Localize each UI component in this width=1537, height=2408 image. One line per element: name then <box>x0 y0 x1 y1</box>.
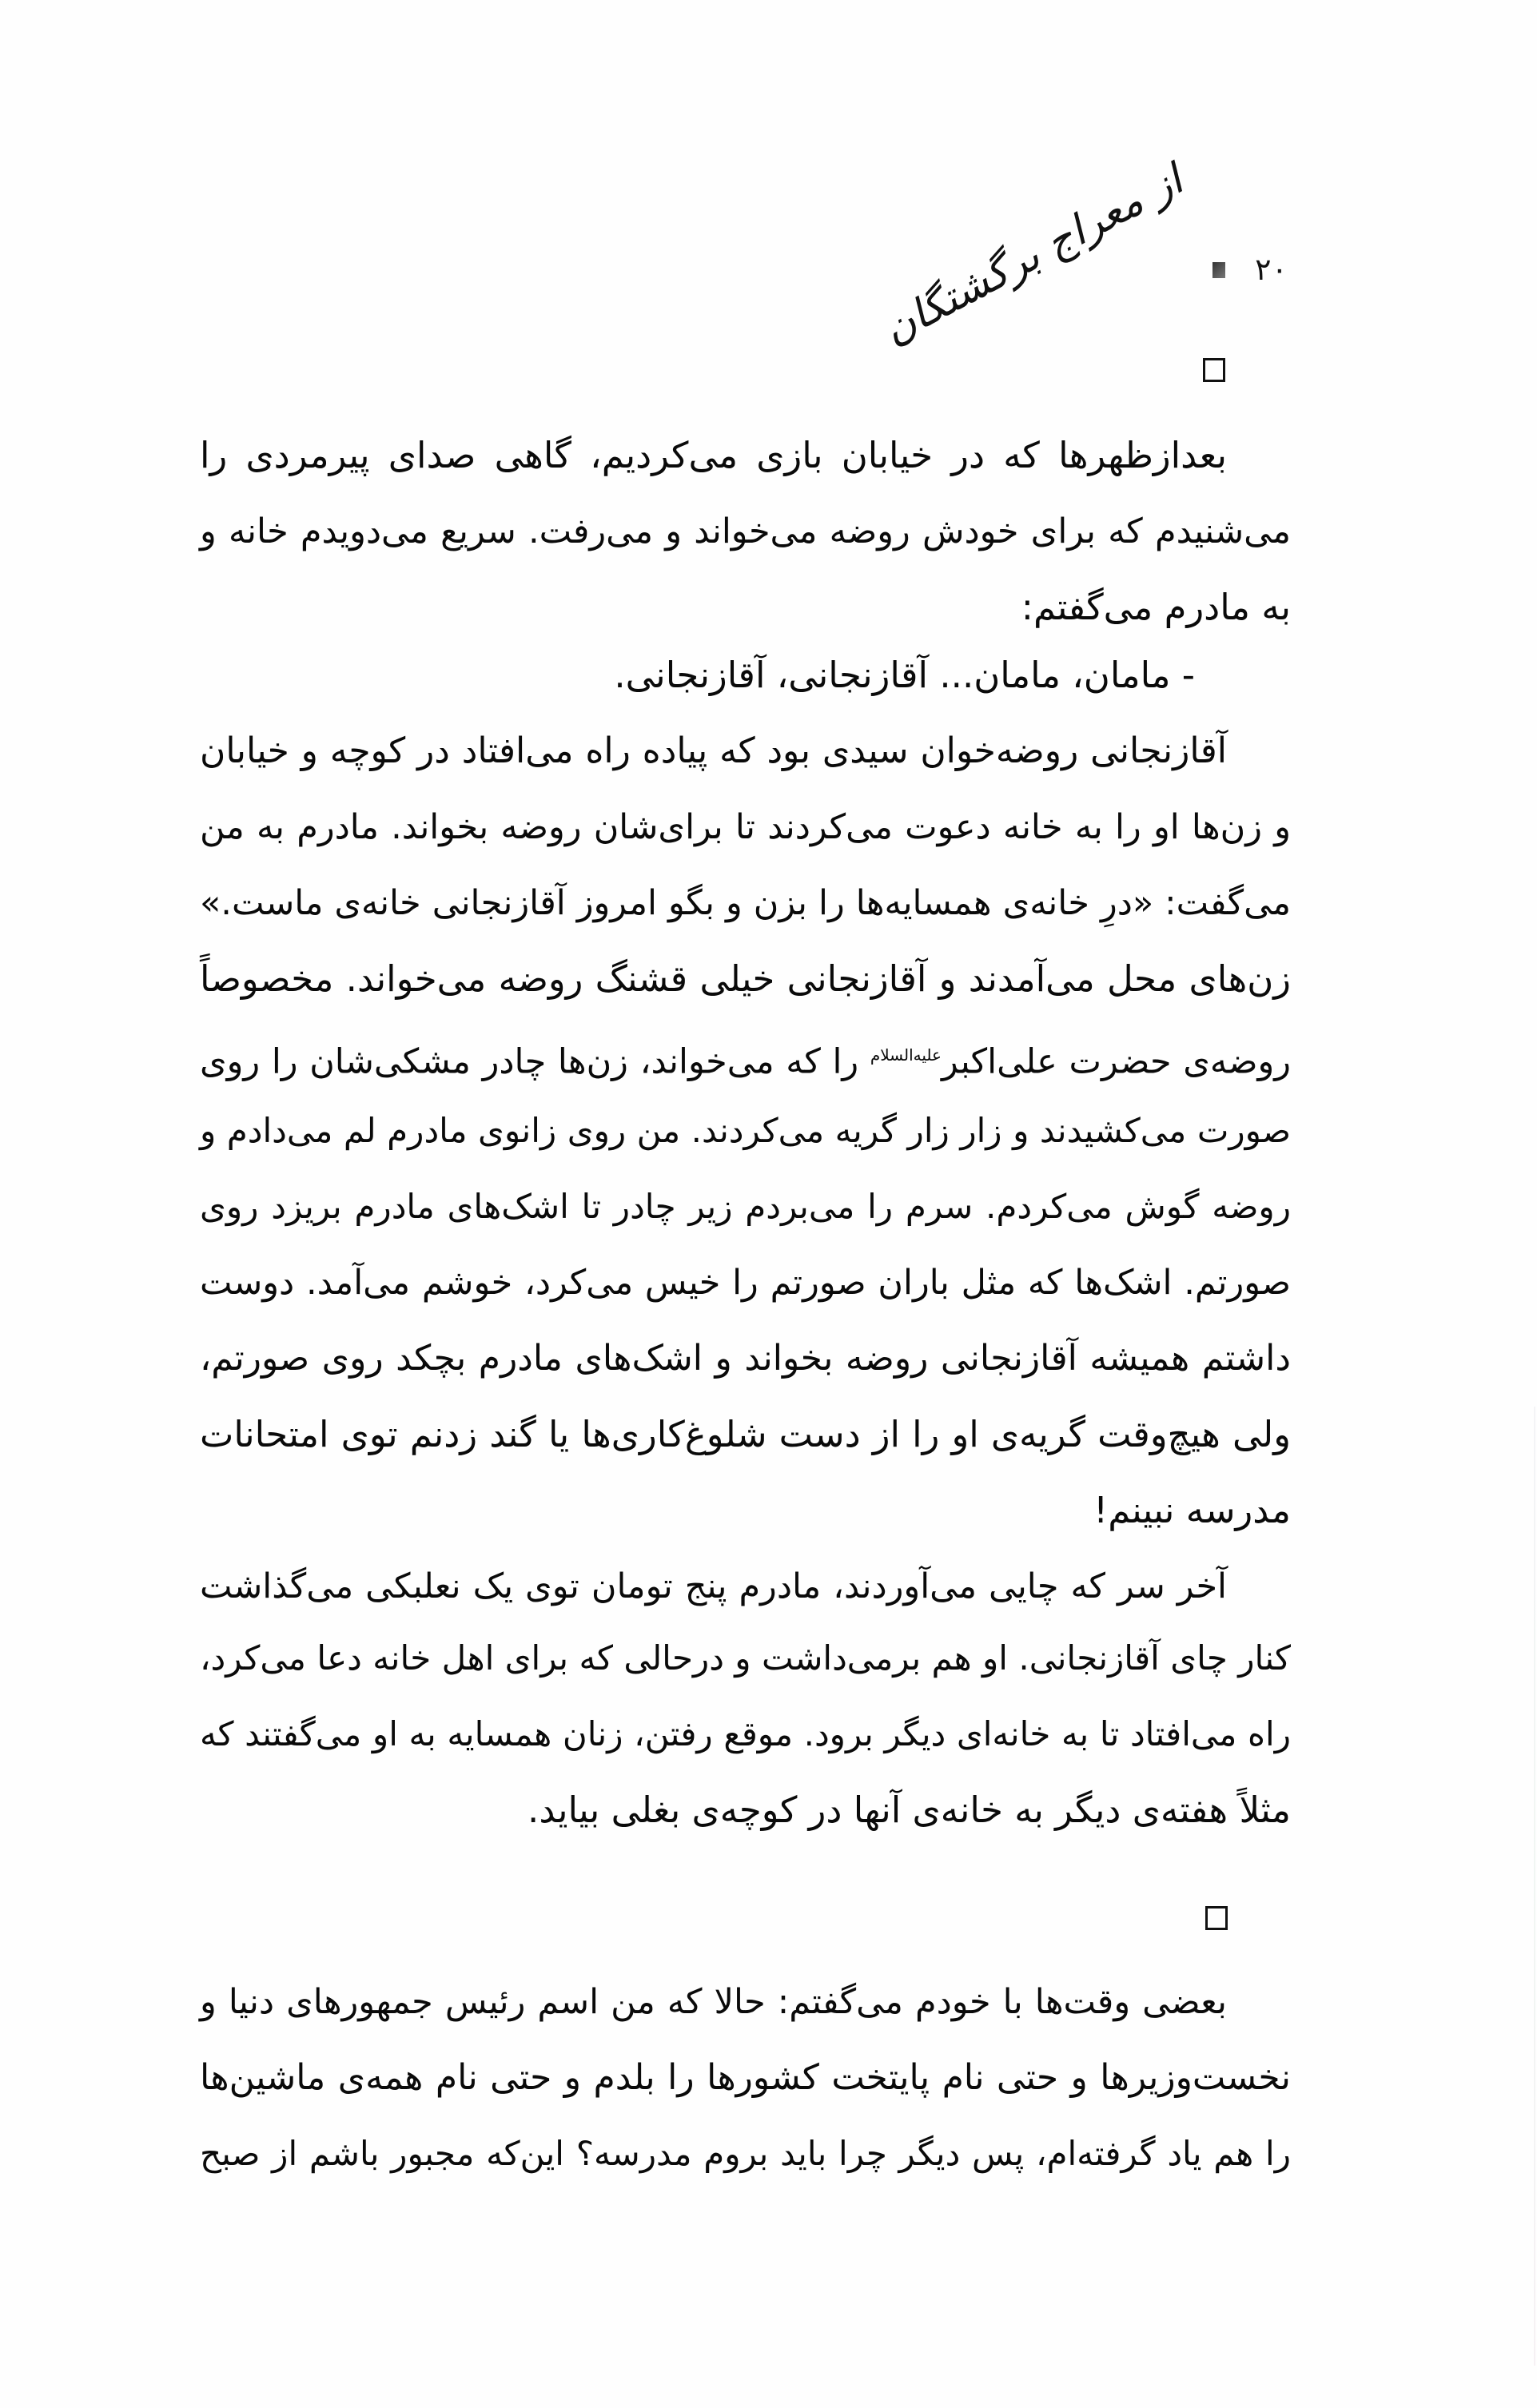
paragraph-line: می‌شنیدم که برای خودش روضه می‌خواند و می‌رفت. سریع می‌دویدم خانه و <box>200 511 1291 551</box>
page-number: ۲۰ <box>1255 252 1288 287</box>
paragraph-line: مثلاً هفته‌ی دیگر به خانه‌ی آنها در کوچه‌ی بغلی بیاید. <box>528 1789 1291 1831</box>
paragraph-line: بعضی وقت‌ها با خودم می‌گفتم: حالا که من اسم رئیس جمهورهای دنیا و <box>200 1982 1227 2022</box>
paragraph-line: مدرسه نبینم! <box>1093 1489 1291 1531</box>
paragraph-line: و زن‌ها او را به خانه دعوت می‌کردند تا برای‌شان روضه بخواند. مادرم به من <box>200 807 1291 847</box>
paragraph-line: نخست‌وزیرها و حتی نام پایتخت کشورها را بلدم و حتی نام همه‌ی ماشین‌ها <box>200 2057 1291 2098</box>
paragraph-line: به مادرم می‌گفتم: <box>1021 586 1291 628</box>
header-bullet-icon <box>1212 262 1225 278</box>
paragraph-line: بعدازظهرها که در خیابان بازی می‌کردیم، گاهی صدای پیرمردی را <box>200 434 1227 476</box>
paragraph-line: را هم یاد گرفته‌ام، پس دیگر چرا باید بروم مدرسه؟ این‌که مجبور باشم از صبح <box>200 2134 1291 2173</box>
paragraph-line: داشتم همیشه آقازنجانی روضه بخواند و اشک‌های مادرم بچکد روی صورتم، <box>200 1338 1291 1379</box>
paragraph-line: می‌گفت: «درِ خانه‌ی همسایه‌ها را بزن و بگو امروز آقازنجانی خانه‌ی ماست.» <box>200 883 1291 923</box>
paragraph-line: راه می‌افتاد تا به خانه‌ای دیگر برود. موقع رفتن، زنان همسایه به او می‌گفتند که <box>200 1714 1291 1753</box>
paragraph-line: آخر سر که چایی می‌آوردند، مادرم پنج تومان توی یک نعلبکی می‌گذاشت <box>200 1566 1227 1606</box>
paragraph-line-honorific <box>200 1031 1291 1085</box>
paragraph-line: کنار چای آقازنجانی. او هم برمی‌داشت و درحالی که برای اهل خانه دعا می‌کرد، <box>200 1638 1291 1678</box>
honorific-glyph: علیه‌السلام <box>870 1045 942 1065</box>
paragraph-line: صورت می‌کشیدند و زار زار گریه می‌کردند. من روی زانوی مادرم لم می‌دادم و <box>200 1111 1291 1150</box>
book-title-calligraphy <box>874 156 1193 355</box>
line-rest: را که می‌خواند، زن‌ها چادر مشکی‌شان را روی <box>200 1041 859 1082</box>
page-edge-shadow <box>1534 1407 1535 2366</box>
paragraph-line: صورتم. اشک‌ها که مثل باران صورتم را خیس می‌کرد، خوشم می‌آمد. دوست <box>200 1263 1291 1303</box>
paragraph-line: آقازنجانی روضه‌خوان سیدی بود که پیاده راه می‌افتاد در کوچه و خیابان <box>200 730 1227 771</box>
section-marker-box <box>1203 358 1225 382</box>
section-marker-box <box>1205 1906 1228 1930</box>
paragraph-line: ولی هیچ‌وقت گریه‌ی او را از دست شلوغ‌کاری‌ها یا گند زدنم توی امتحانات <box>200 1413 1291 1455</box>
paragraph-line: روضه گوش می‌کردم. سرم را می‌بردم زیر چادر تا اشک‌های مادرم بریزد روی <box>200 1187 1291 1226</box>
paragraph-line: زن‌های محل می‌آمدند و آقازنجانی خیلی قشنگ روضه می‌خواند. مخصوصاً <box>200 957 1291 1000</box>
line-start: روضه‌ی حضرت علی‌اکبر <box>941 1041 1291 1082</box>
book-title-text: از معراج برگشتگان <box>875 156 1192 355</box>
running-header <box>850 156 1297 355</box>
dialogue-line: - مامان، مامان... آقازنجانی، آقازنجانی. <box>614 654 1195 696</box>
